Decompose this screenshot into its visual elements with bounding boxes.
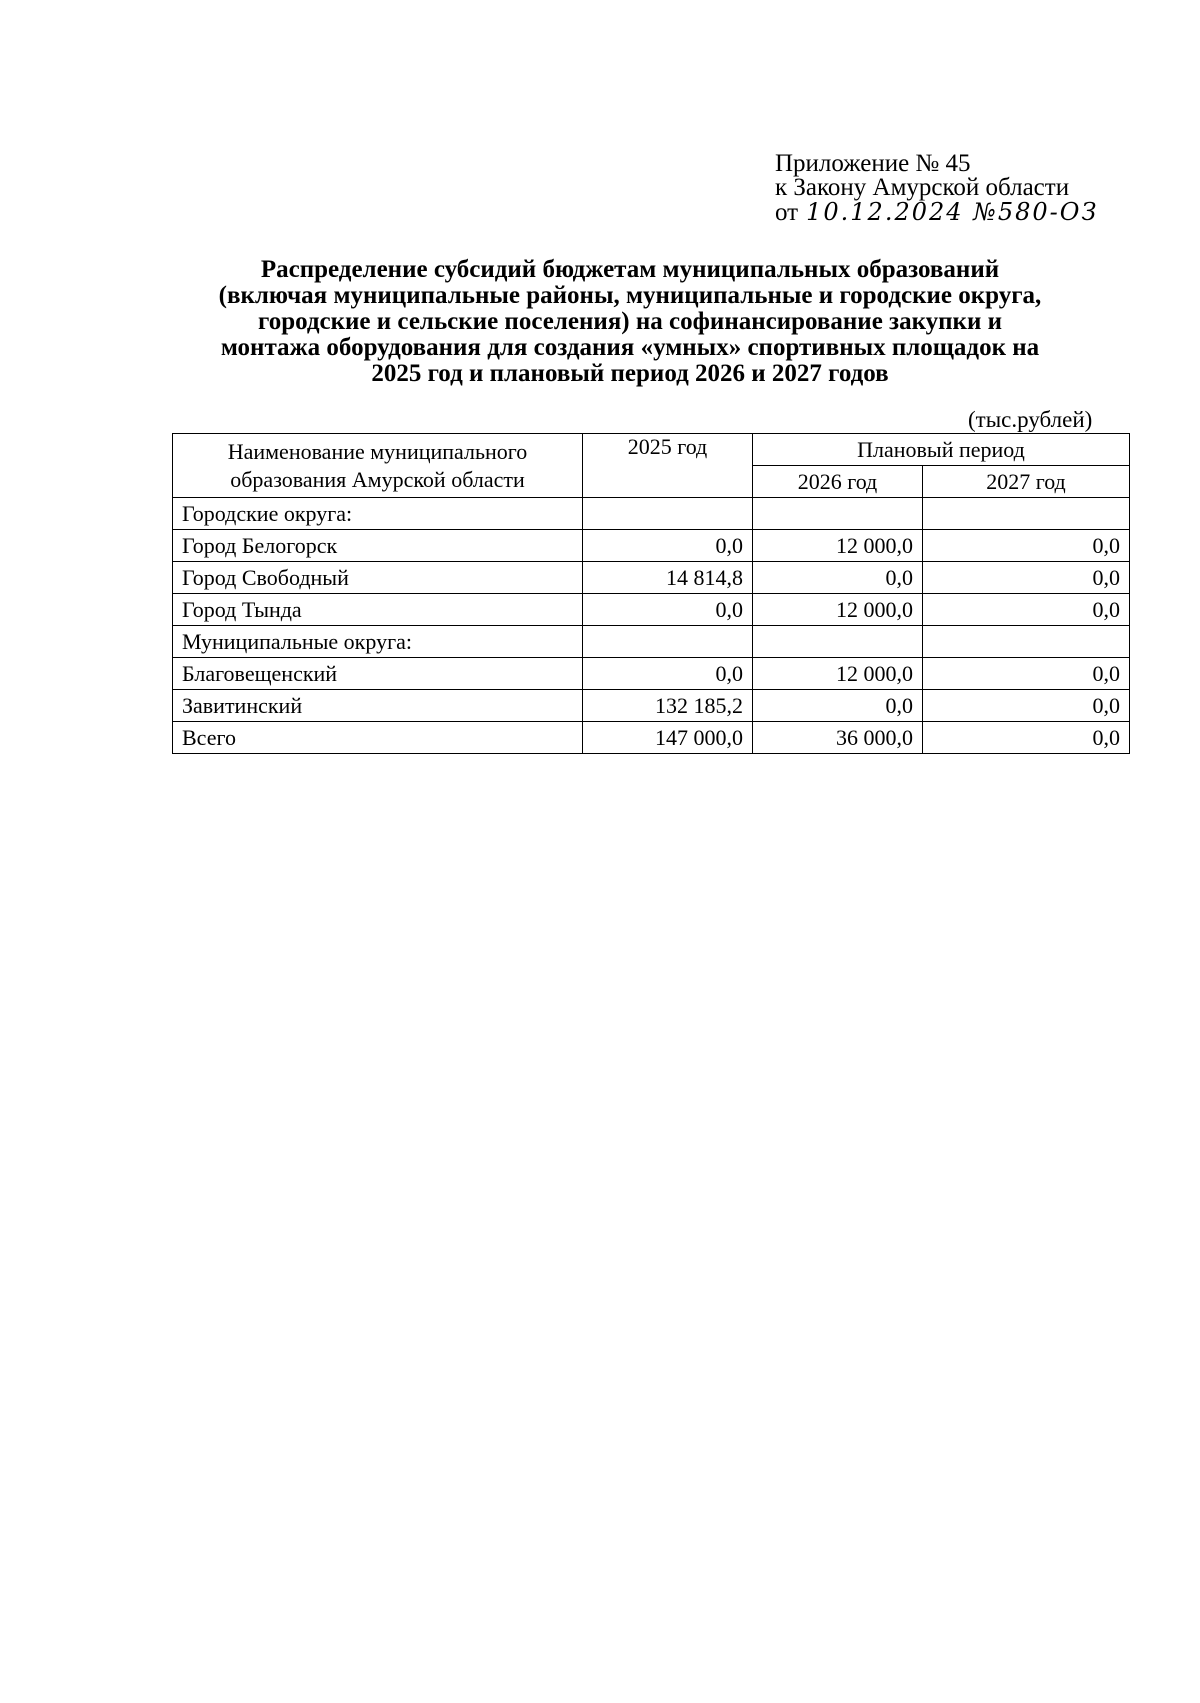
header-planned-period: Плановый период [753,434,1130,466]
value-2025: 0,0 [583,658,753,690]
appendix-reference [775,152,1098,225]
header-2027: 2027 год [923,466,1130,498]
section-row-city-districts [173,498,1130,530]
appendix-law: к Закону Амурской области [775,174,1070,201]
municipality-name: Благовещенский [173,658,583,690]
value-2026: 0,0 [753,562,923,594]
total-row [173,722,1130,754]
municipality-name: Город Тында [173,594,583,626]
header-name-line2: образования Амурской области [230,466,525,492]
section-row-municipal-districts [173,626,1130,658]
appendix-date-line [775,200,1098,225]
table-row [173,562,1130,594]
handwritten-date-number: 10.12.2024 №580-ОЗ [806,198,1099,226]
total-2025: 147 000,0 [583,722,753,754]
table-header [173,434,1130,498]
title-line: городские и сельские поселения) на софинансирование закупки и [257,308,1003,335]
value-2025: 0,0 [583,530,753,562]
total-2026: 36 000,0 [753,722,923,754]
section-label: Муниципальные округа: [173,626,583,658]
total-label: Всего [173,722,583,754]
section-label: Городские округа: [173,498,583,530]
title-line: (включая муниципальные районы, муниципальные и городские округа, [218,282,1042,309]
municipality-name: Завитинский [173,690,583,722]
table-row [173,530,1130,562]
value-2027: 0,0 [923,658,1130,690]
header-2025: 2025 год [583,434,753,498]
header-municipality [173,434,583,498]
value-2027: 0,0 [923,594,1130,626]
appendix-date-prefix: от [775,199,799,226]
value-2027: 0,0 [923,530,1130,562]
municipality-name: Город Белогорск [173,530,583,562]
table-row [173,658,1130,690]
value-2027: 0,0 [923,562,1130,594]
value-2026: 12 000,0 [753,530,923,562]
header-2026: 2026 год [753,466,923,498]
header-name-line1: Наименование муниципального [227,438,528,464]
total-2027: 0,0 [923,722,1130,754]
subsidy-table [172,433,1130,754]
document-title [150,257,1110,387]
title-line: 2025 год и плановый период 2026 и 2027 годов [371,360,889,387]
value-2026: 12 000,0 [753,594,923,626]
table-row [173,594,1130,626]
value-2027: 0,0 [923,690,1130,722]
value-2026: 0,0 [753,690,923,722]
value-2025: 14 814,8 [583,562,753,594]
municipality-name: Город Свободный [173,562,583,594]
title-line: Распределение субсидий бюджетам муниципальных образований [260,256,1000,283]
appendix-number: Приложение № 45 [775,150,971,177]
unit-note: (тыс.рублей) [968,407,1093,432]
value-2026: 12 000,0 [753,658,923,690]
title-line: монтажа оборудования для создания «умных» спортивных площадок на [220,334,1040,361]
table-row [173,690,1130,722]
value-2025: 132 185,2 [583,690,753,722]
value-2025: 0,0 [583,594,753,626]
